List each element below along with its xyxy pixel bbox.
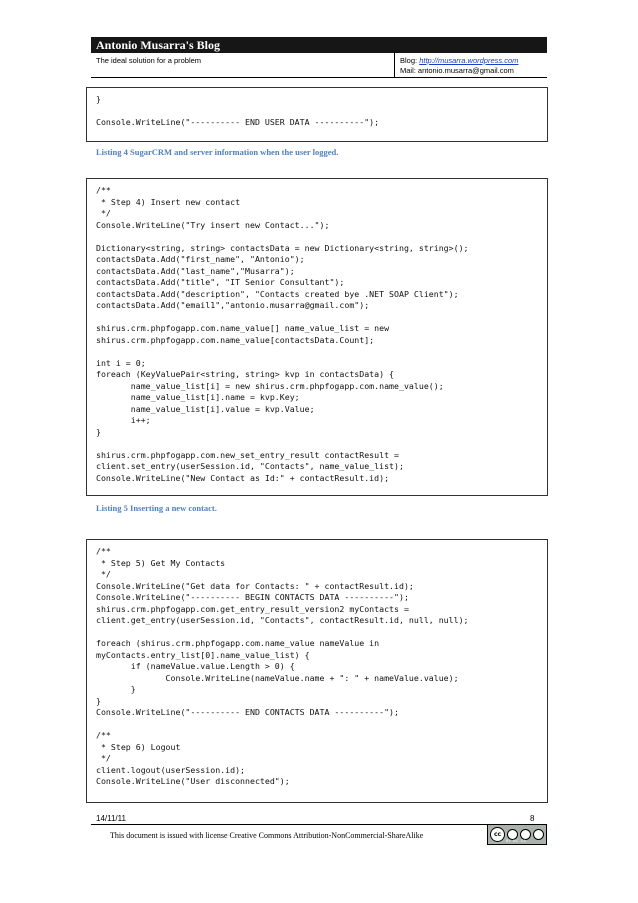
listing-4-caption: Listing 4 SugarCRM and server information when the user logged. [96,147,339,157]
mail-line: Mail: antonio.musarra@gmail.com [400,66,514,75]
creative-commons-badge[interactable] [487,824,547,845]
code-listing-4 [86,87,548,142]
code-listing-5-text: /** * Step 4) Insert new contact */ Console.WriteLine("Try insert new Contact..."); Dictionary<string, string> contactsData = new Dictionary<string, string>(); contactsData.Add("first_name", "Antonio"); contactsData.Add("last_name","Musarra"); contactsData.Add("title", "IT Senior Consultant"); contactsData.Add("description", "Contacts created bye .NET SOAP Client"); contactsData.Add("email1","antonio.musarra@gmail.com"); shirus.crm.phpfogapp.com.name_value[] name_value_list = new shirus.crm.phpfogapp.com.name_value[contactsData.Count]; int i = 0; foreach (KeyValuePair<string, string> kvp in contactsData) { name_value_list[i] = new shirus.crm.phpfogapp.com.name_value(); name_value_list[i].name = kvp.Key; name_value_list[i].value = kvp.Value; i++; } shirus.crm.phpfogapp.com.new_set_entry_result contactResult = client.set_entry(userSession.id, "Contacts", name_value_list); Console.WriteLine("New Contact as Id:" + contactResult.id); [96,185,469,483]
header-contact [400,56,518,76]
blog-url-link[interactable]: http://musarra.wordpress.com [419,56,519,65]
sharealike-icon [533,829,544,840]
code-listing-6 [86,539,548,803]
tagline: The ideal solution for a problem [96,56,202,65]
blog-title: Antonio Musarra's Blog [96,38,221,52]
footer-date: 14/11/11 [96,814,126,823]
blog-link-line [400,56,518,66]
cc-terms: BY NC SA [506,839,527,843]
listing-5-caption: Listing 5 Inserting a new contact. [96,503,217,513]
blog-label: Blog: [400,56,420,65]
footer-rule [91,824,547,825]
header-rule [91,77,547,78]
cc-icon: cc [490,827,505,842]
license-text: This document is issued with license Creative Commons Attribution-NonCommercial-ShareAlike [110,831,424,840]
code-listing-6-text: /** * Step 5) Get My Contacts */ Console.WriteLine("Get data for Contacts: " + contactResult.id); Console.WriteLine("---------- BEGIN CONTACTS DATA ----------"); shirus.crm.phpfogapp.com.get_entry_result_version2 myContacts = client.get_entry(userSession.id, "Contacts", contactResult.id, null, null); foreach (shirus.crm.phpfogapp.com.name_value nameValue in myContacts.entry_list[0].name_value_list) { if (nameValue.value.Length > 0) { Console.WriteLine(nameValue.name + ": " + nameValue.value); } } Console.WriteLine("---------- END CONTACTS DATA ----------"); /** * Step 6) Logout */ client.logout(userSession.id); Console.WriteLine("User disconnected"); [96,546,469,786]
code-listing-5 [86,178,548,496]
code-listing-4-text: } Console.WriteLine("---------- END USER DATA ----------"); [96,94,380,127]
header-divider [394,53,395,77]
page-number: 8 [530,814,535,823]
